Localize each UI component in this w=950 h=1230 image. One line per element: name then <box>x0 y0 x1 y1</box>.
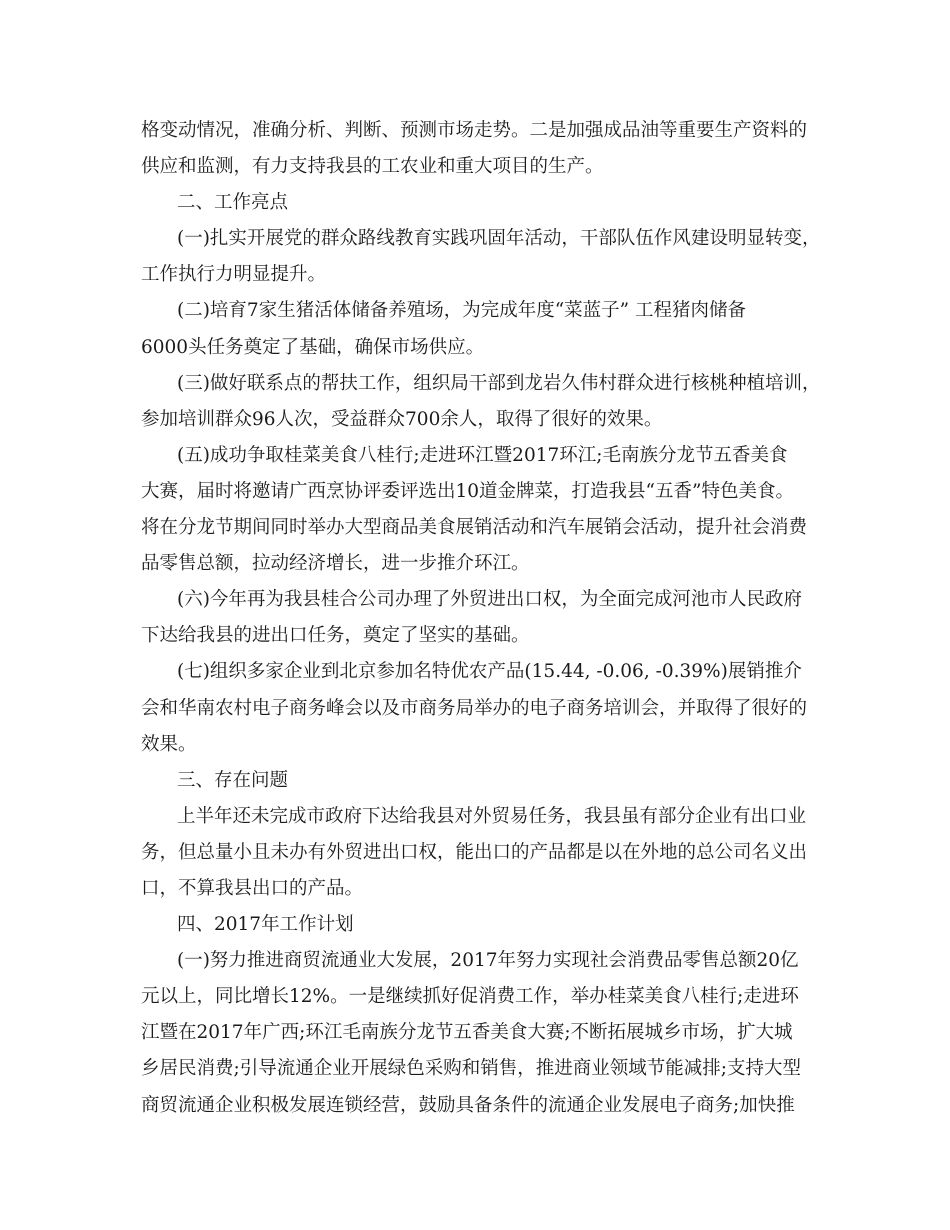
text-line: (六)今年再为我县桂合公司办理了外贸进出口权，为全面完成河池市人民政府 <box>177 589 802 611</box>
text-line: 江暨在2017年广西;环江毛南族分龙节五香美食大赛;不断拓展城乡市场，扩大城 <box>141 1022 793 1044</box>
text-line: 商贸流通企业积极发展连锁经营，鼓励具备条件的流通企业发展电子商务;加快推 <box>141 1094 795 1116</box>
text-line: 6000头任务奠定了基础，确保市场供应。 <box>141 336 485 358</box>
text-line: 参加培训群众96人次，受益群众700余人，取得了很好的效果。 <box>141 408 663 430</box>
document-body <box>141 113 821 1124</box>
text-line: 将在分龙节期间同时举办大型商品美食展销活动和汽车展销会活动，提升社会消费 <box>141 517 808 539</box>
text-line: 上半年还未完成市政府下达给我县对外贸易任务，我县虽有部分企业有出口业 <box>177 805 807 827</box>
text-line: 品零售总额，拉动经济增长，进一步推介环江。 <box>141 553 530 575</box>
text-line: 务，但总量小且未办有外贸进出口权，能出口的产品都是以在外地的总公司名义出 <box>141 841 808 863</box>
text-line: (七)组织多家企业到北京参加名特优农产品(15.44, -0.06, -0.39%)展销推介 <box>177 661 802 683</box>
text-line: 口，不算我县出口的产品。 <box>141 877 364 899</box>
text-line: 工作执行力明显提升。 <box>141 264 327 286</box>
text-line: 四、2017年工作计划 <box>177 914 354 936</box>
text-line: 乡居民消费;引导流通企业开展绿色采购和销售，推进商业领域节能减排;支持大型 <box>141 1058 801 1080</box>
text-line: (一)努力推进商贸流通业大发展，2017年努力实现社会消费品零售总额20亿 <box>177 950 799 972</box>
text-line: 格变动情况，准确分析、判断、预测市场走势。二是加强成品油等重要生产资料的 <box>141 120 808 141</box>
text-line: 三、存在问题 <box>177 769 289 791</box>
text-line: (五)成功争取桂菜美食八桂行;走进环江暨2017环江;毛南族分龙节五香美食 <box>177 444 788 466</box>
text-line: 元以上，同比增长12%。一是继续抓好促消费工作，举办桂菜美食八桂行;走进环 <box>141 986 799 1008</box>
text-line: (一)扎实开展党的群众路线教育实践巩固年活动，干部队伍作风建设明显转变， <box>177 228 821 250</box>
text-line: 供应和监测，有力支持我县的工农业和重大项目的生产。 <box>141 156 604 178</box>
text-line: 效果。 <box>141 733 197 755</box>
text-line: (三)做好联系点的帮扶工作，组织局干部到龙岩久伟村群众进行核桃种植培训， <box>177 372 821 394</box>
text-line: 二、工作亮点 <box>177 192 289 214</box>
text-line: 会和华南农村电子商务峰会以及市商务局举办的电子商务培训会，并取得了很好的 <box>141 697 808 719</box>
text-line: (二)培育7家生猪活体储备养殖场，为完成年度“菜蓝子” 工程猪肉储备 <box>177 300 747 322</box>
text-line: 下达给我县的进出口任务，奠定了坚实的基础。 <box>141 625 530 647</box>
text-line: 大赛，届时将邀请广西烹协评委评选出10道金牌菜，打造我县“五香”特色美食。 <box>141 480 794 502</box>
